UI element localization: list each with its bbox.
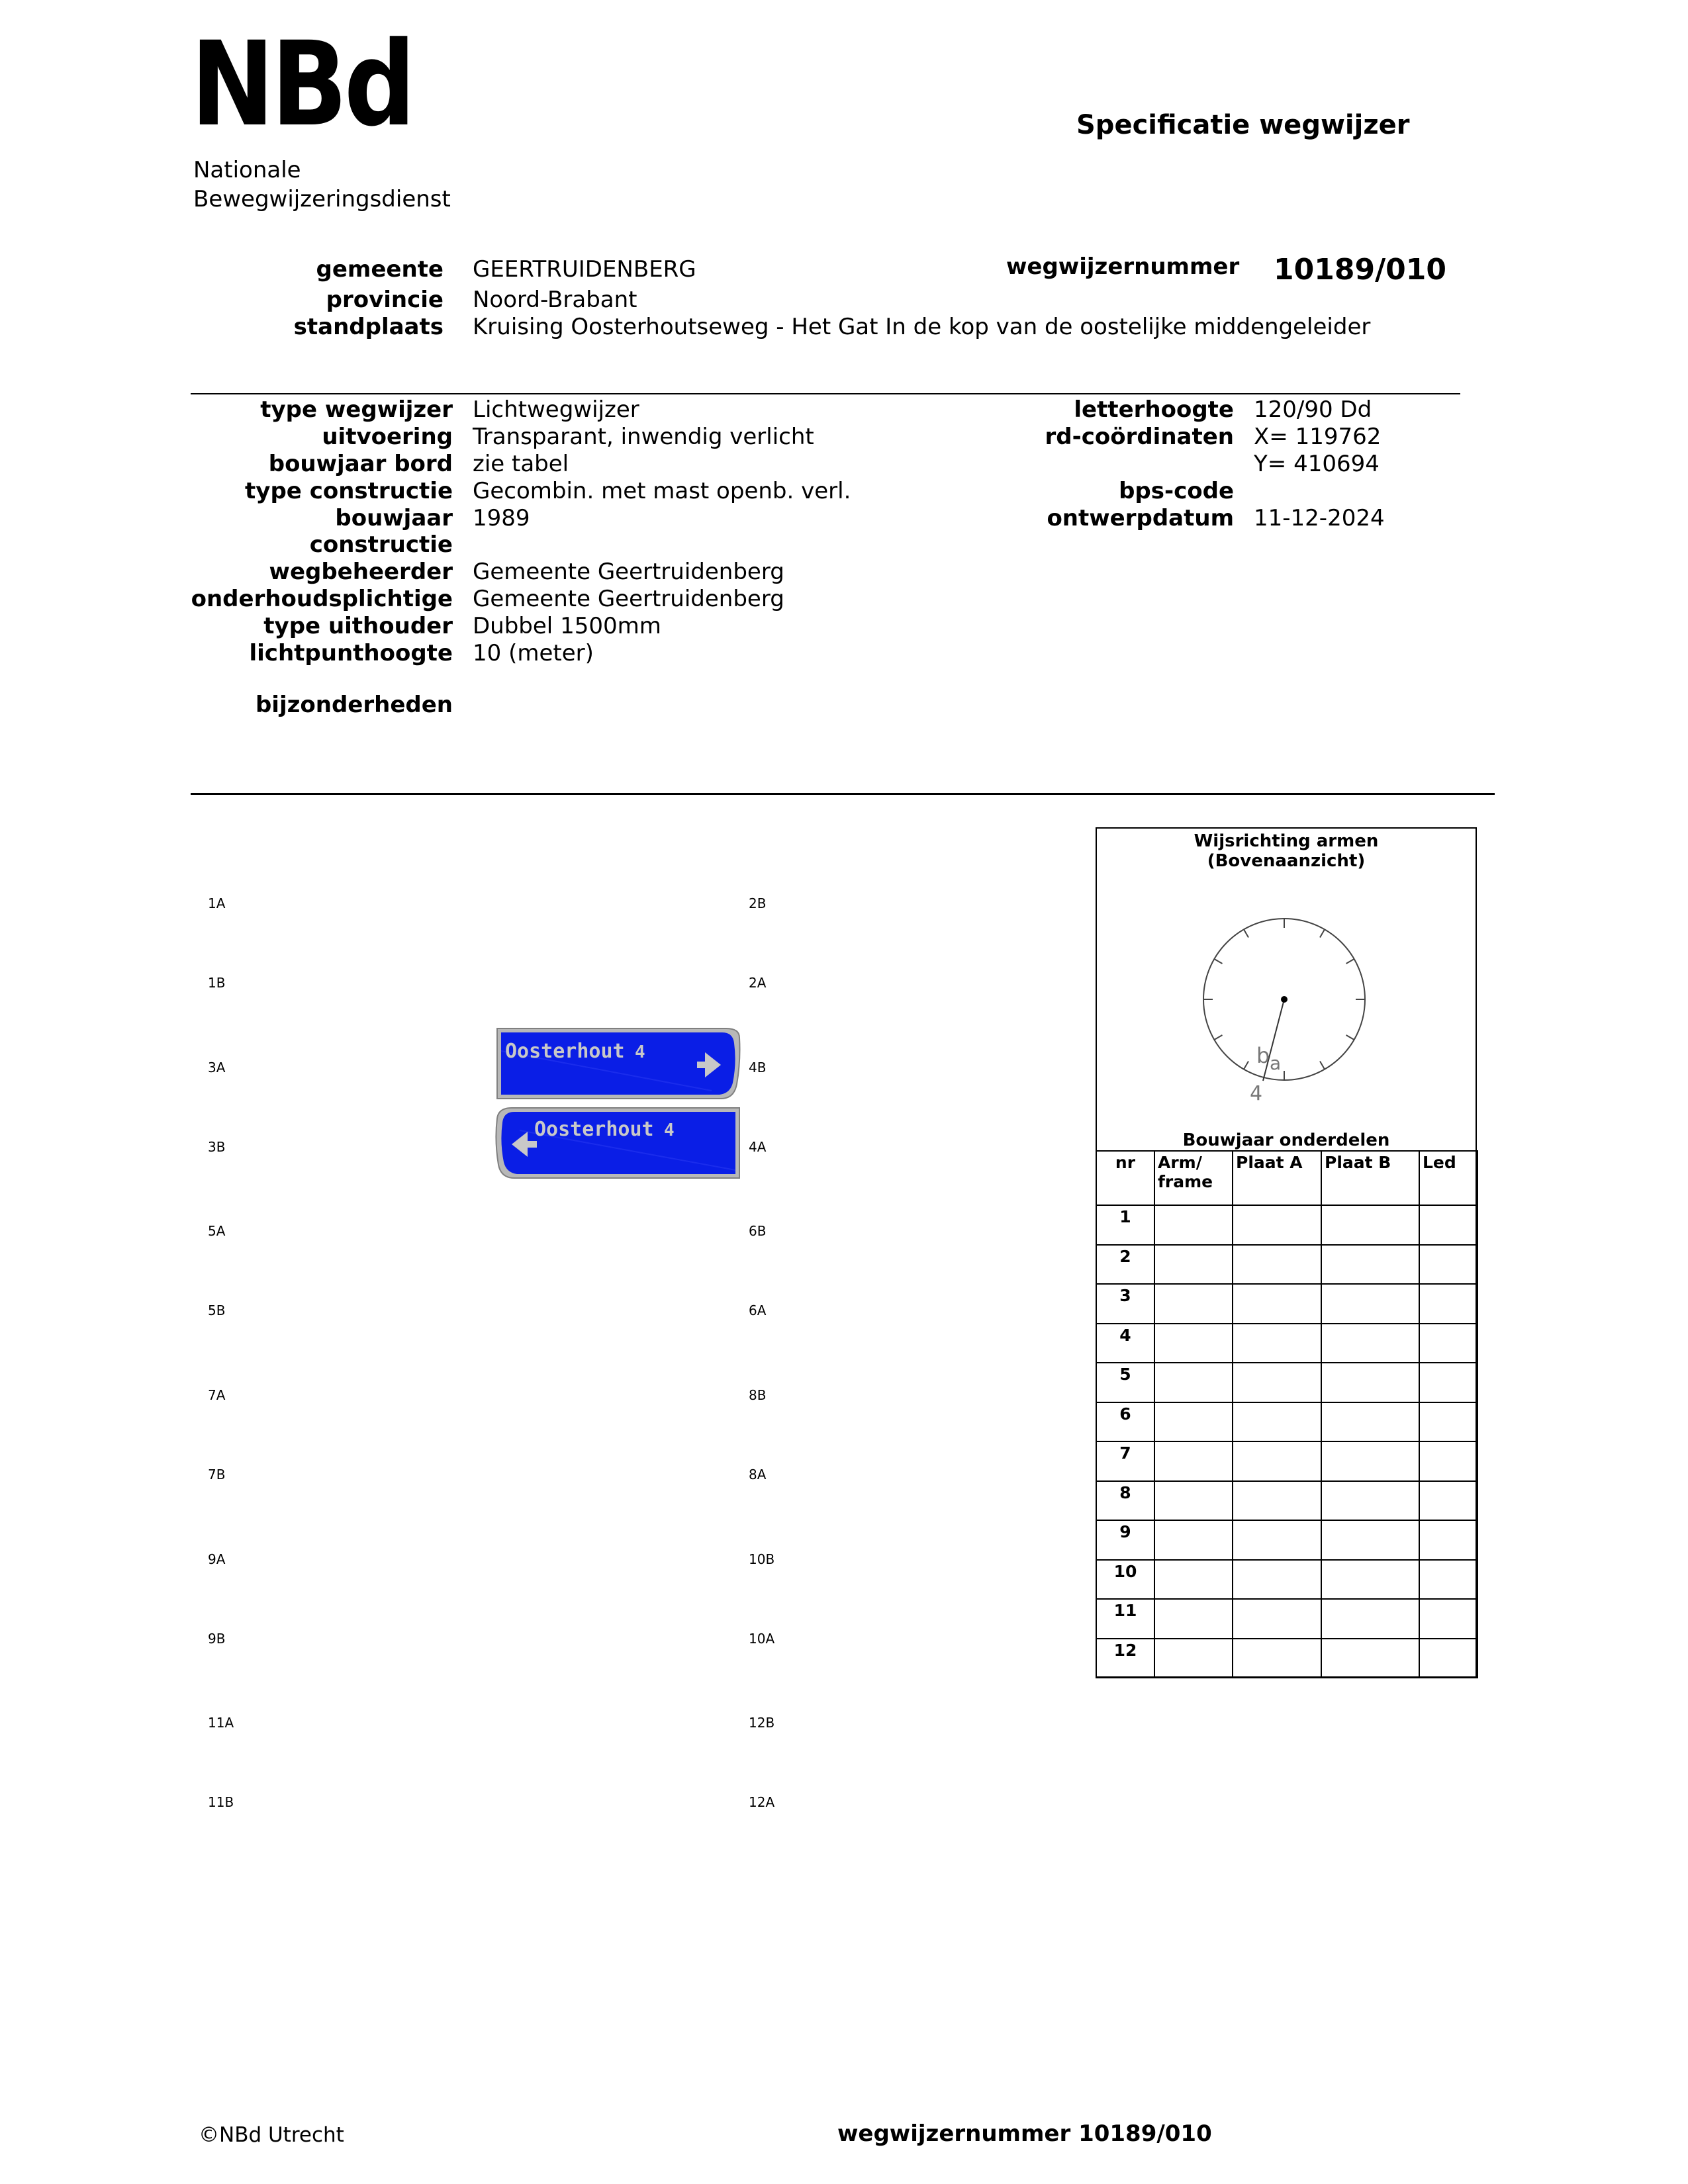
- sign-right-arrow: [497, 1028, 740, 1099]
- type-uithouder-value: Dubbel 1500mm: [473, 613, 661, 639]
- table-cell: [1233, 1599, 1321, 1639]
- dial-tick: [1320, 1062, 1325, 1069]
- ontwerpdatum-label: ontwerpdatum: [1047, 505, 1234, 531]
- sign-1-distance: 4: [635, 1042, 645, 1062]
- position-label: 4A: [749, 1139, 767, 1155]
- position-label: 4B: [749, 1060, 767, 1075]
- wegbeheerder-label: wegbeheerder: [269, 559, 453, 585]
- table-cell: [1321, 1245, 1419, 1285]
- standplaats-label: standplaats: [293, 314, 444, 340]
- row-number: 8: [1096, 1481, 1154, 1521]
- dial-tick: [1214, 1035, 1222, 1040]
- onderhoudsplichtige-label: onderhoudsplichtige: [191, 586, 453, 612]
- table-cell: [1419, 1402, 1477, 1442]
- position-label: 7A: [208, 1387, 226, 1403]
- position-label: 8A: [749, 1467, 767, 1482]
- wegwijzernummer-label: wegwijzernummer: [1006, 253, 1240, 280]
- table-cell: [1154, 1284, 1233, 1324]
- uitvoering-value: Transparant, inwendig verlicht: [473, 424, 814, 450]
- position-label: 12A: [749, 1794, 775, 1810]
- wegwijzernummer-value: 10189/010: [1274, 253, 1446, 287]
- table-cell: [1233, 1205, 1321, 1245]
- dial-tick: [1320, 929, 1325, 937]
- rd-y-value: Y= 410694: [1254, 451, 1380, 477]
- row-number: 1: [1096, 1205, 1154, 1245]
- years-table-title: Bouwjaar onderdelen: [1182, 1130, 1390, 1150]
- row-number: 11: [1096, 1599, 1154, 1639]
- bouwjaar-constructie-label-1: bouwjaar: [335, 505, 453, 531]
- table-cell: [1154, 1441, 1233, 1481]
- row-number: 2: [1096, 1245, 1154, 1285]
- position-label: 10A: [749, 1631, 775, 1647]
- table-cell: [1419, 1363, 1477, 1402]
- arm-number: 4: [1250, 1082, 1263, 1105]
- sign-2-text: Oosterhout: [534, 1118, 654, 1141]
- position-label: 2A: [749, 975, 767, 991]
- wegbeheerder-value: Gemeente Geertruidenberg: [473, 559, 784, 585]
- table-cell: [1233, 1245, 1321, 1285]
- rd-coordinaten-label: rd-coördinaten: [1045, 424, 1234, 450]
- dial-tick: [1214, 959, 1222, 964]
- table-cell: [1321, 1481, 1419, 1521]
- table-cell: [1321, 1560, 1419, 1600]
- table-cell: [1321, 1441, 1419, 1481]
- col-plaat-b: Plaat B: [1321, 1151, 1419, 1205]
- position-label: 5B: [208, 1302, 226, 1318]
- provincie-label: provincie: [326, 287, 444, 313]
- table-cell: [1321, 1363, 1419, 1402]
- rd-x-value: X= 119762: [1254, 424, 1382, 450]
- table-cell: [1154, 1363, 1233, 1402]
- lichtpunthoogte-label: lichtpunthoogte: [249, 640, 453, 666]
- arm-label-b: b: [1256, 1043, 1270, 1068]
- bouwjaar-bord-value: zie tabel: [473, 451, 569, 477]
- letterhoogte-value: 120/90 Dd: [1254, 396, 1372, 423]
- table-cell: [1233, 1639, 1321, 1678]
- gemeente-value: GEERTRUIDENBERG: [473, 256, 696, 283]
- type-wegwijzer-label: type wegwijzer: [260, 396, 453, 423]
- table-cell: [1419, 1205, 1477, 1245]
- arm-label-a: a: [1270, 1052, 1282, 1074]
- table-cell: [1233, 1324, 1321, 1363]
- row-number: 12: [1096, 1639, 1154, 1678]
- signs-drawing: [493, 1024, 741, 1183]
- table-cell: [1154, 1520, 1233, 1560]
- lichtpunthoogte-value: 10 (meter): [473, 640, 594, 666]
- position-label: 1A: [208, 895, 226, 911]
- col-led: Led: [1419, 1151, 1477, 1205]
- table-row: [1096, 1520, 1477, 1560]
- type-wegwijzer-value: Lichtwegwijzer: [473, 396, 639, 423]
- bouwjaar-bord-label: bouwjaar bord: [268, 451, 453, 477]
- row-number: 10: [1096, 1560, 1154, 1600]
- table-cell: [1419, 1245, 1477, 1285]
- table-cell: [1154, 1324, 1233, 1363]
- page-title: Specificatie wegwijzer: [1076, 110, 1410, 140]
- bps-code-label: bps-code: [1119, 478, 1234, 504]
- logo-line-2: Bewegwijzeringsdienst: [193, 186, 451, 212]
- table-cell: [1233, 1284, 1321, 1324]
- table-cell: [1419, 1639, 1477, 1678]
- logo-line-1: Nationale: [193, 157, 301, 183]
- sign-left-arrow: [496, 1108, 739, 1178]
- table-cell: [1321, 1599, 1419, 1639]
- table-cell: [1419, 1284, 1477, 1324]
- position-label: 3A: [208, 1060, 226, 1075]
- table-cell: [1321, 1520, 1419, 1560]
- footer-copyright: ©NBd Utrecht: [199, 2123, 344, 2147]
- sign-2-distance: 4: [664, 1120, 675, 1140]
- table-cell: [1419, 1599, 1477, 1639]
- dial-center: [1281, 996, 1288, 1003]
- table-cell: [1419, 1481, 1477, 1521]
- type-constructie-label: type constructie: [245, 478, 453, 504]
- bijzonderheden-label: bijzonderheden: [255, 692, 453, 718]
- table-cell: [1233, 1363, 1321, 1402]
- table-cell: [1233, 1402, 1321, 1442]
- table-cell: [1419, 1520, 1477, 1560]
- row-number: 4: [1096, 1324, 1154, 1363]
- divider-top: [191, 393, 1460, 394]
- table-cell: [1154, 1481, 1233, 1521]
- bouwjaar-constructie-value: 1989: [473, 505, 530, 531]
- row-number: 6: [1096, 1402, 1154, 1442]
- table-cell: [1154, 1402, 1233, 1442]
- table-cell: [1321, 1205, 1419, 1245]
- row-number: 3: [1096, 1284, 1154, 1324]
- type-uithouder-label: type uithouder: [263, 613, 453, 639]
- table-row: [1096, 1324, 1477, 1363]
- table-row: [1096, 1441, 1477, 1481]
- table-cell: [1419, 1324, 1477, 1363]
- position-label: 9A: [208, 1551, 226, 1567]
- position-label: 8B: [749, 1387, 767, 1403]
- col-plaat-a: Plaat A: [1233, 1151, 1321, 1205]
- table-row: [1096, 1639, 1477, 1678]
- direction-title: Wijsrichting armen: [1194, 831, 1379, 851]
- table-cell: [1154, 1639, 1233, 1678]
- table-row: [1096, 1481, 1477, 1521]
- position-label: 1B: [208, 975, 226, 991]
- table-cell: [1321, 1324, 1419, 1363]
- dial-tick: [1346, 1035, 1354, 1040]
- type-constructie-value: Gecombin. met mast openb. verl.: [473, 478, 851, 504]
- years-table: [1096, 1150, 1478, 1678]
- dial-tick: [1346, 959, 1354, 964]
- bouwjaar-constructie-label-2: constructie: [309, 531, 453, 558]
- table-row: [1096, 1560, 1477, 1600]
- position-label: 3B: [208, 1139, 226, 1155]
- standplaats-value: Kruising Oosterhoutseweg - Het Gat In de kop van de oostelijke middengeleider: [473, 314, 1371, 340]
- row-number: 5: [1096, 1363, 1154, 1402]
- table-cell: [1154, 1245, 1233, 1285]
- position-label: 7B: [208, 1467, 226, 1482]
- table-cell: [1154, 1560, 1233, 1600]
- table-cell: [1154, 1599, 1233, 1639]
- uitvoering-label: uitvoering: [322, 424, 453, 450]
- table-row: [1096, 1245, 1477, 1285]
- footer-nummer: wegwijzernummer 10189/010: [837, 2120, 1212, 2147]
- position-label: 6A: [749, 1302, 767, 1318]
- position-label: 11A: [208, 1715, 234, 1731]
- dial-tick: [1244, 929, 1248, 937]
- table-cell: [1419, 1560, 1477, 1600]
- direction-dial: [1185, 907, 1383, 1105]
- position-label: 2B: [749, 895, 767, 911]
- direction-subtitle: (Bovenaanzicht): [1207, 851, 1366, 871]
- row-number: 7: [1096, 1441, 1154, 1481]
- position-label: 9B: [208, 1631, 226, 1647]
- gemeente-label: gemeente: [316, 256, 444, 283]
- table-cell: [1233, 1520, 1321, 1560]
- table-row: [1096, 1363, 1477, 1402]
- table-cell: [1321, 1284, 1419, 1324]
- table-row: [1096, 1284, 1477, 1324]
- position-label: 12B: [749, 1715, 775, 1731]
- letterhoogte-label: letterhoogte: [1074, 396, 1234, 423]
- table-cell: [1321, 1402, 1419, 1442]
- divider-bottom: [191, 793, 1495, 795]
- position-label: 6B: [749, 1223, 767, 1239]
- provincie-value: Noord-Brabant: [473, 287, 637, 313]
- dial-tick: [1244, 1062, 1248, 1069]
- table-row: [1096, 1599, 1477, 1639]
- table-row: [1096, 1402, 1477, 1442]
- table-cell: [1419, 1441, 1477, 1481]
- onderhoudsplichtige-value: Gemeente Geertruidenberg: [473, 586, 784, 612]
- ontwerpdatum-value: 11-12-2024: [1254, 505, 1385, 531]
- row-number: 9: [1096, 1520, 1154, 1560]
- position-label: 11B: [208, 1794, 234, 1810]
- table-cell: [1321, 1639, 1419, 1678]
- col-arm-frame: Arm/ frame: [1154, 1151, 1233, 1205]
- sign-1-text: Oosterhout: [505, 1040, 625, 1063]
- table-row: [1096, 1205, 1477, 1245]
- table-cell: [1233, 1560, 1321, 1600]
- table-cell: [1233, 1441, 1321, 1481]
- nbd-logo: NBd: [191, 17, 412, 152]
- table-cell: [1154, 1205, 1233, 1245]
- col-nr: nr: [1096, 1151, 1154, 1205]
- position-label: 5A: [208, 1223, 226, 1239]
- table-cell: [1233, 1481, 1321, 1521]
- position-label: 10B: [749, 1551, 775, 1567]
